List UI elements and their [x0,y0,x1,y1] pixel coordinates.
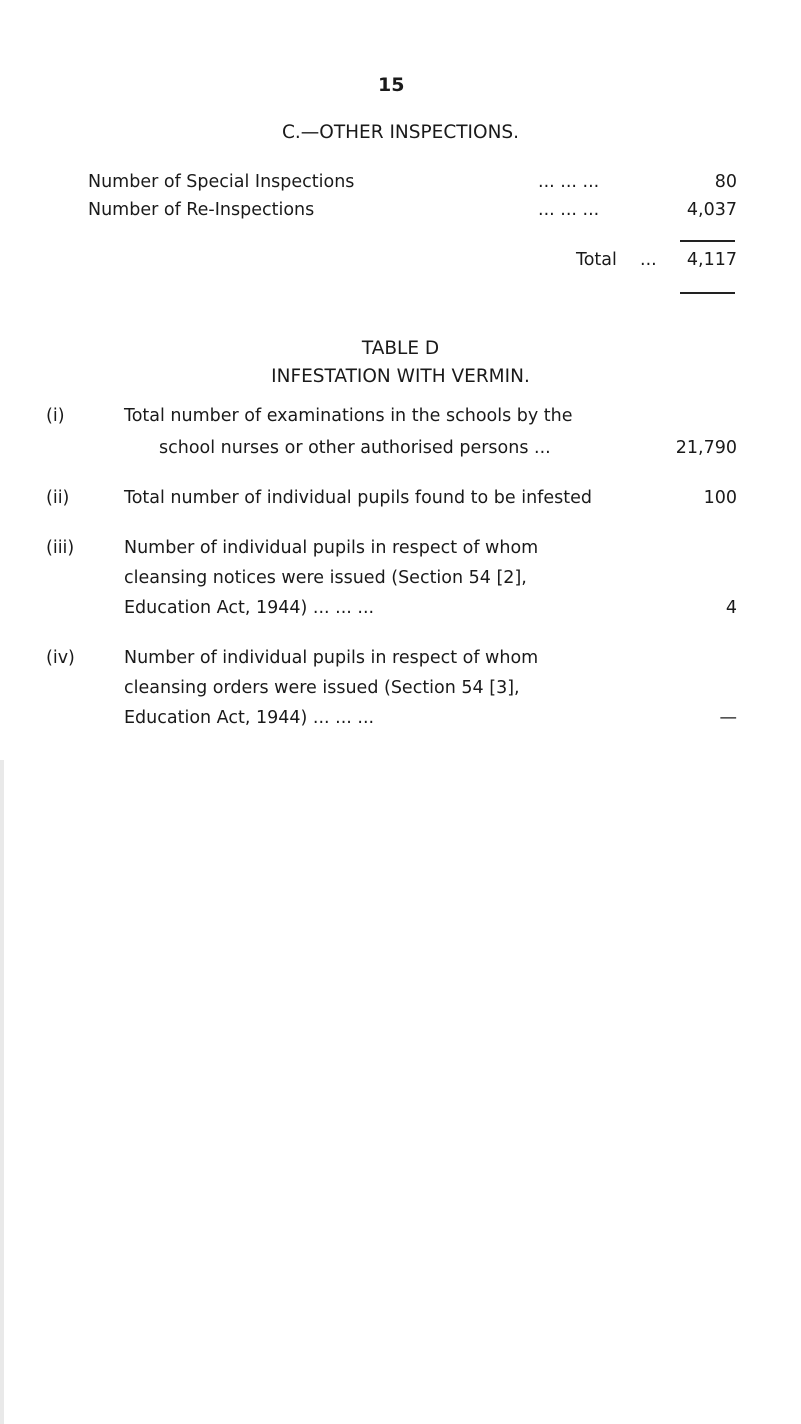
total-rule-bottom [680,292,735,294]
total-rule-top [680,240,735,242]
row-leader-dots: ... ... ... [538,200,600,220]
table-subtitle: INFESTATION WITH VERMIN. [271,366,530,387]
table-title: TABLE D [361,338,440,359]
item-value: 4 [725,598,737,618]
row-value: 4,037 [686,200,737,220]
item-text-line: Number of individual pupils in respect of whom [124,648,539,668]
total-leader-dots: ... [640,250,657,270]
item-text-line: Education Act, 1944) ... ... ... [124,708,375,728]
item-value: 21,790 [675,438,737,458]
item-marker: (ii) [46,488,70,508]
row-label: Number of Special Inspections [88,172,355,192]
item-text-line: cleansing notices were issued (Section 54 [2], [124,568,527,588]
item-text-line: Number of individual pupils in respect of whom [124,538,539,558]
item-value: 100 [703,488,737,508]
item-text-line: Total number of individual pupils found to be infested [124,488,592,508]
page-number: 15 [378,74,405,96]
row-value: 80 [714,172,737,192]
item-text-line: school nurses or other authorised persons ... [159,438,551,458]
row-leader-dots: ... ... ... [538,172,600,192]
item-marker: (iv) [46,648,75,668]
item-text-line: Education Act, 1944) ... ... ... [124,598,375,618]
item-marker: (i) [46,406,65,426]
section-heading: C.—OTHER INSPECTIONS. [281,122,520,143]
total-label: Total [576,250,617,270]
page-binding-edge [0,760,4,1424]
row-label: Number of Re-Inspections [88,200,315,220]
item-value: — [719,708,737,728]
total-value: 4,117 [686,250,737,270]
item-marker: (iii) [46,538,75,558]
item-text-line: cleansing orders were issued (Section 54 [3], [124,678,520,698]
item-text-line: Total number of examinations in the schools by the [124,406,573,426]
